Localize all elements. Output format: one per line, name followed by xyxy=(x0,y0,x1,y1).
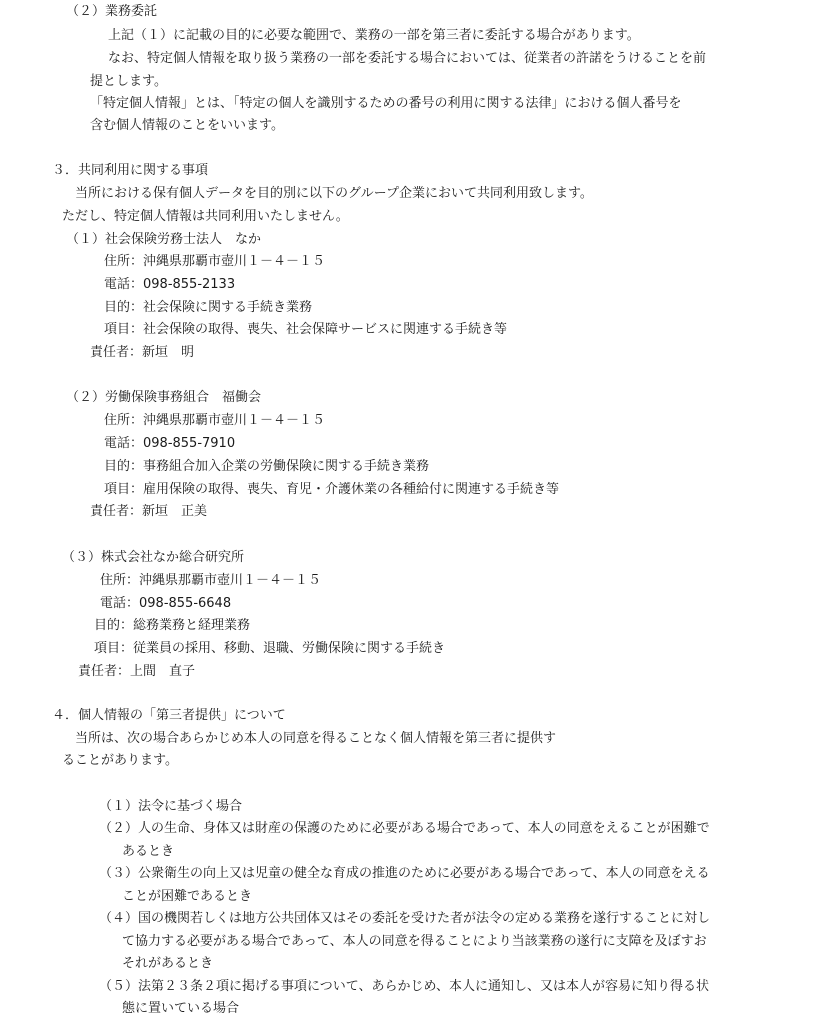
group-2-phone: 電話：098-855-7910 xyxy=(104,436,236,451)
third-party-item-1: （１）法令に基づく場合 xyxy=(99,799,243,814)
group-3-purpose: 目的：総務業務と経理業務 xyxy=(94,618,251,633)
group-2-items: 項目：雇用保険の取得、喪失、育児・介護休業の各種給付に関連する手続き等 xyxy=(104,482,560,497)
joint-use-heading: ３．共同利用に関する事項 xyxy=(52,163,209,178)
group-1-address: 住所：沖縄県那覇市壺川１－４－１５ xyxy=(104,254,326,269)
joint-use-intro-line-2: ただし、特定個人情報は共同利用いたしません。 xyxy=(62,209,349,224)
group-1-phone: 電話：098-855-2133 xyxy=(104,277,236,292)
outsourcing-paragraph-3-line-1: 「特定個人情報」とは、「特定の個人を識別するための番号の利用に関する法律」における個人番号を xyxy=(90,96,682,111)
outsourcing-paragraph-2-line-2: 提とします。 xyxy=(90,74,167,89)
group-2-manager: 責任者：新垣 正美 xyxy=(90,504,208,519)
outsourcing-paragraph-3-line-2: 含む個人情報のことをいいます。 xyxy=(90,118,284,133)
outsourcing-paragraph-1: 上記（１）に記載の目的に必要な範囲で、業務の一部を第三者に委託する場合があります。 xyxy=(108,28,640,43)
group-3-heading: （３）株式会社なか総合研究所 xyxy=(62,550,245,565)
third-party-item-3-line-2: ことが困難であるとき xyxy=(122,889,253,904)
group-1-manager: 責任者：新垣 明 xyxy=(90,345,195,360)
outsourcing-heading: （２）業務委託 xyxy=(66,4,158,19)
group-3-manager: 責任者：上間 直子 xyxy=(78,664,196,679)
third-party-item-5-line-2: 態に置いている場合 xyxy=(122,1001,240,1016)
third-party-intro-line-1: 当所は、次の場合あらかじめ本人の同意を得ることなく個人情報を第三者に提供す xyxy=(75,731,557,746)
group-1-purpose: 目的：社会保険に関する手続き業務 xyxy=(104,300,313,315)
group-2-heading: （２）労働保険事務組合 福働会 xyxy=(66,390,262,405)
third-party-intro-line-2: ることがあります。 xyxy=(62,753,178,768)
third-party-item-3-line-1: （３）公衆衛生の向上又は児童の健全な育成の推進のために必要がある場合であって、本人の同意をえる xyxy=(99,866,710,881)
group-3-phone: 電話：098-855-6648 xyxy=(100,596,232,611)
group-1-items: 項目：社会保険の取得、喪失、社会保障サービスに関連する手続き等 xyxy=(104,322,508,337)
group-1-heading: （１）社会保険労務士法人 なか xyxy=(66,232,262,247)
joint-use-intro-line-1: 当所における保有個人データを目的別に以下のグループ企業において共同利用致します。 xyxy=(75,186,593,201)
third-party-item-5-line-1: （５）法第２３条２項に掲げる事項について、あらかじめ、本人に通知し、又は本人が容易に知り得る状 xyxy=(99,979,709,994)
group-3-address: 住所：沖縄県那覇市壺川１－４－１５ xyxy=(100,573,322,588)
group-2-address: 住所：沖縄県那覇市壺川１－４－１５ xyxy=(104,413,326,428)
third-party-item-4-line-1: （４）国の機関若しくは地方公共団体又はその委託を受けた者が法令の定める業務を遂行することに対し xyxy=(99,911,711,926)
third-party-item-4-line-2: て協力する必要がある場合であって、本人の同意を得ることにより当該業務の遂行に支障を及ぼすお xyxy=(122,934,707,949)
outsourcing-paragraph-2-line-1: なお、特定個人情報を取り扱う業務の一部を委託する場合においては、従業者の許諾をうけることを前 xyxy=(108,51,707,66)
group-2-purpose: 目的：事務組合加入企業の労働保険に関する手続き業務 xyxy=(104,459,430,474)
third-party-item-4-line-3: それがあるとき xyxy=(122,956,214,971)
group-3-items: 項目：従業員の採用、移動、退職、労働保険に関する手続き xyxy=(94,641,446,656)
third-party-heading: ４．個人情報の「第三者提供」について xyxy=(52,708,286,723)
third-party-item-2-line-2: あるとき xyxy=(122,844,175,859)
third-party-item-2-line-1: （２）人の生命、身体又は財産の保護のために必要がある場合であって、本人の同意をえることが困難で xyxy=(99,821,710,836)
